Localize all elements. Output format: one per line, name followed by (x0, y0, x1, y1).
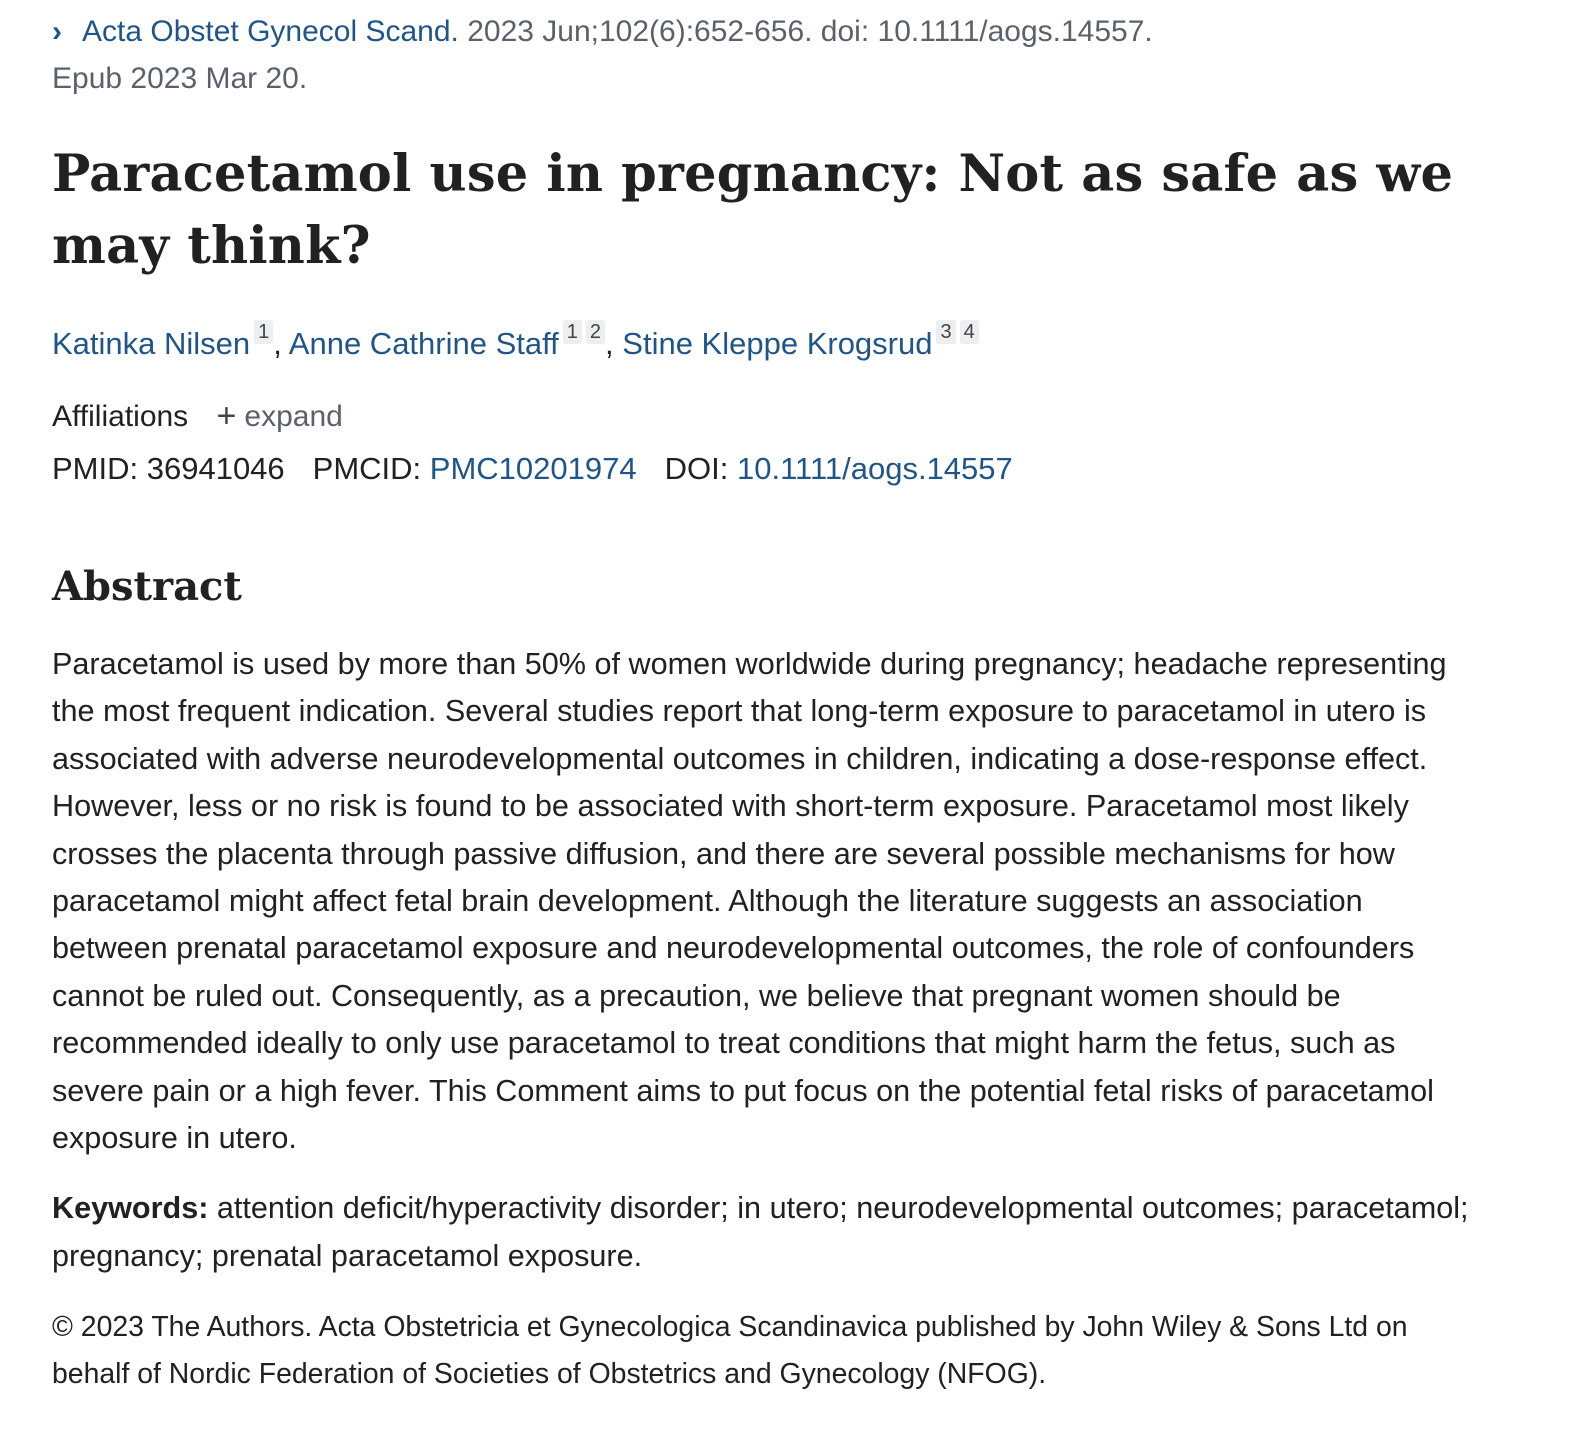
citation-line (52, 8, 1526, 102)
author-link[interactable]: Anne Cathrine Staff (288, 326, 559, 361)
copyright-notice: © 2023 The Authors. Acta Obstetricia et Gynecologica Scandinavica published by John Wiley & Sons Ltd on behalf of Nordic Federation of Societies of Obstetrics and Gynecology (NFOG). (52, 1311, 1408, 1391)
journal-link[interactable]: Acta Obstet Gynecol Scand. (82, 15, 459, 48)
author-link[interactable]: Katinka Nilsen (52, 326, 251, 361)
citation-details: 2023 Jun;102(6):652-656. doi: 10.1111/aogs.14557. (458, 15, 1153, 48)
article-title: Paracetamol use in pregnancy: Not as safe as we may think? (52, 144, 1454, 276)
epub-date: Epub 2023 Mar 20. (52, 62, 308, 95)
affiliations-row (52, 394, 1526, 439)
identifiers-row (52, 447, 1526, 491)
plus-icon: + (216, 397, 237, 435)
pmid-label: PMID: (52, 451, 147, 486)
affiliation-ref[interactable]: 1 (254, 320, 273, 344)
keywords-text: attention deficit/hyperactivity disorder; in utero; neurodevelopmental outcomes; paracetamol; pregnancy; prenatal paracetamol exposure. (52, 1191, 1469, 1274)
author-separator: , (273, 326, 289, 361)
abstract-text: Paracetamol is used by more than 50% of women worldwide during pregnancy; headache representing the most frequent indication. Several studies report that long-term exposure to paracetamol in utero is associated with adverse neurodevelopmental outcomes in children, indicating a dose-response effect. However, less or no risk is found to be associated with short-term exposure. Paracetamol most likely crosses the placenta through passive diffusion, and there are several possible mechanisms for how paracetamol might affect fetal brain development. Although the literature suggests an association between prenatal paracetamol exposure and neurodevelopmental outcomes, the role of confounders cannot be ruled out. Consequently, as a precaution, we believe that pregnant women should be recommended ideally to only use paracetamol to treat conditions that might harm the fetus, such as severe pain or a high fever. This Comment aims to put focus on the potential fetal risks of paracetamol exposure in utero. (52, 647, 1447, 1156)
keywords (52, 1184, 1482, 1280)
affiliation-ref[interactable]: 3 (936, 320, 955, 344)
affiliation-ref[interactable]: 2 (586, 320, 605, 344)
doi-label: DOI: (664, 451, 737, 486)
chevron-right-icon[interactable]: › (52, 15, 62, 48)
keywords-label: Keywords: (52, 1191, 209, 1226)
pmcid-label: PMCID: (312, 451, 430, 486)
affiliations-expand-button[interactable] (217, 394, 343, 439)
authors-list (52, 322, 1526, 366)
affiliation-ref[interactable]: 1 (563, 320, 582, 344)
pmcid-link[interactable]: PMC10201974 (429, 451, 637, 486)
affiliations-label: Affiliations (52, 400, 189, 433)
expand-label: expand (244, 400, 343, 433)
author-link[interactable]: Stine Kleppe Krogsrud (622, 326, 933, 361)
pmid-value: 36941046 (146, 451, 285, 486)
author-separator: , (605, 326, 623, 361)
abstract-heading: Abstract (52, 563, 242, 610)
doi-link[interactable]: 10.1111/aogs.14557 (736, 451, 1013, 486)
affiliation-ref[interactable]: 4 (960, 320, 979, 344)
